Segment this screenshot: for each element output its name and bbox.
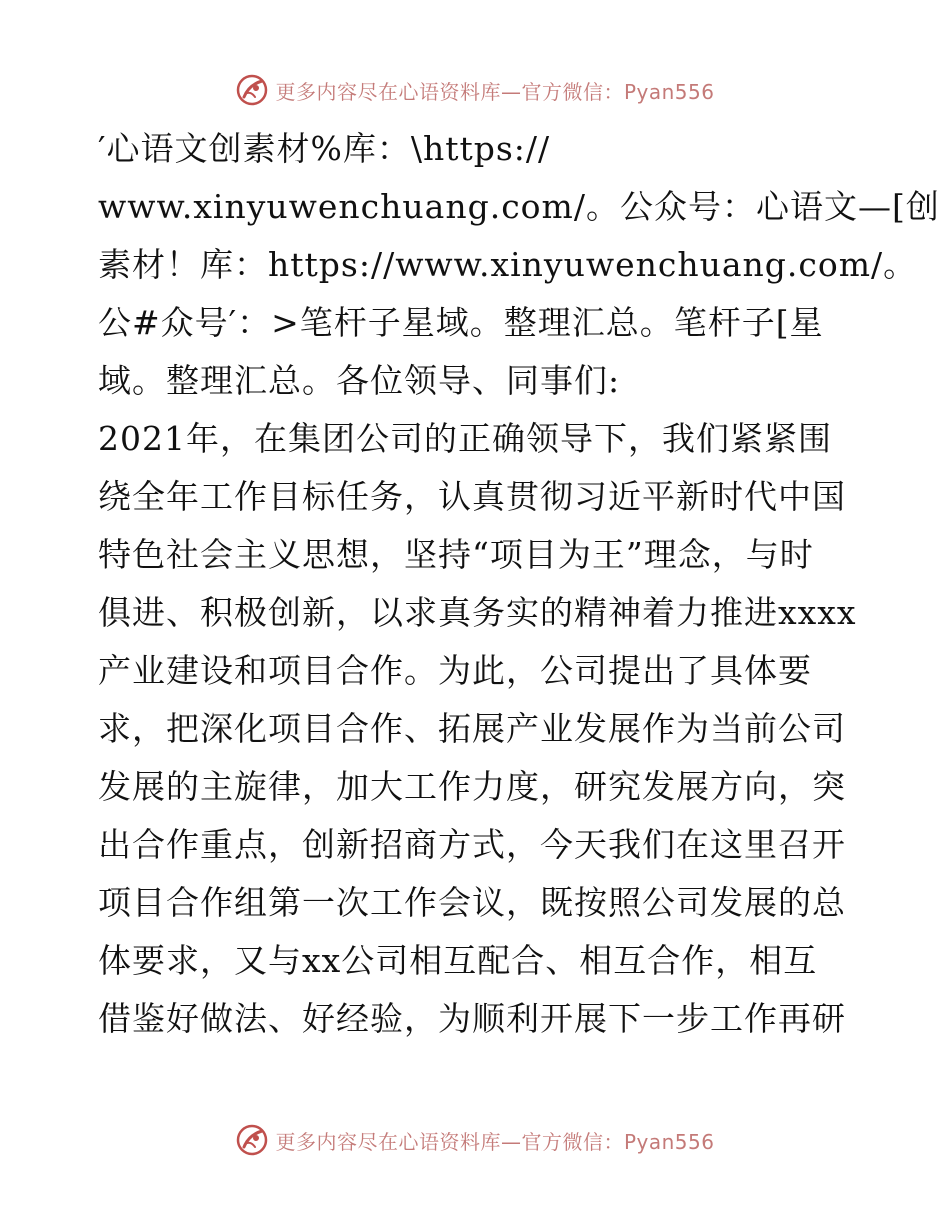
rose-pen-logo-icon <box>235 1123 269 1157</box>
body-line: 产业建设和项目合作。为此，公司提出了具体要 <box>98 651 812 690</box>
header-watermark <box>0 70 950 110</box>
body-line: 体要求，又与xx公司相互配合、相互合作，相互 <box>98 941 818 980</box>
body-line: 项目合作组第一次工作会议，既按照公司发展的总 <box>98 883 846 922</box>
body-line: 绕全年工作目标任务，认真贯彻习近平新时代中国 <box>98 477 846 516</box>
body-line: 借鉴好做法、好经验，为顺利开展下一步工作再研 <box>98 999 846 1038</box>
body-line: 出合作重点，创新招商方式，今天我们在这里召开 <box>98 825 846 864</box>
body-line: www.xinyuwenchuang.com/。公众号：心语文—[创 <box>98 187 940 226</box>
body-line: 素材！库：https://www.xinyuwenchuang.com/。 <box>98 245 918 284</box>
body-line: 域。整理汇总。各位领导、同事们: <box>98 361 621 400</box>
body-line: 公#众号′：>笔杆子星域。整理汇总。笔杆子[星 <box>98 303 824 342</box>
body-line: 求，把深化项目合作、拓展产业发展作为当前公司 <box>98 709 846 748</box>
footer-watermark <box>0 1120 950 1160</box>
watermark-text: 更多内容尽在心语资料库—官方微信：Pyan556 <box>275 1129 715 1154</box>
body-line: 发展的主旋律，加大工作力度，研究发展方向，突 <box>98 767 846 806</box>
rose-pen-logo-icon <box>235 73 269 107</box>
body-line: 俱进、积极创新，以求真务实的精神着力推进xxxx <box>98 593 857 632</box>
document-body <box>98 120 940 1048</box>
body-line: ′心语文创素材%库：\https:// <box>98 129 551 168</box>
body-line: 特色社会主义思想，坚持“项目为王”理念，与时 <box>98 535 814 574</box>
body-line: 2021年，在集团公司的正确领导下，我们紧紧围 <box>98 419 832 458</box>
watermark-text: 更多内容尽在心语资料库—官方微信：Pyan556 <box>275 79 715 104</box>
